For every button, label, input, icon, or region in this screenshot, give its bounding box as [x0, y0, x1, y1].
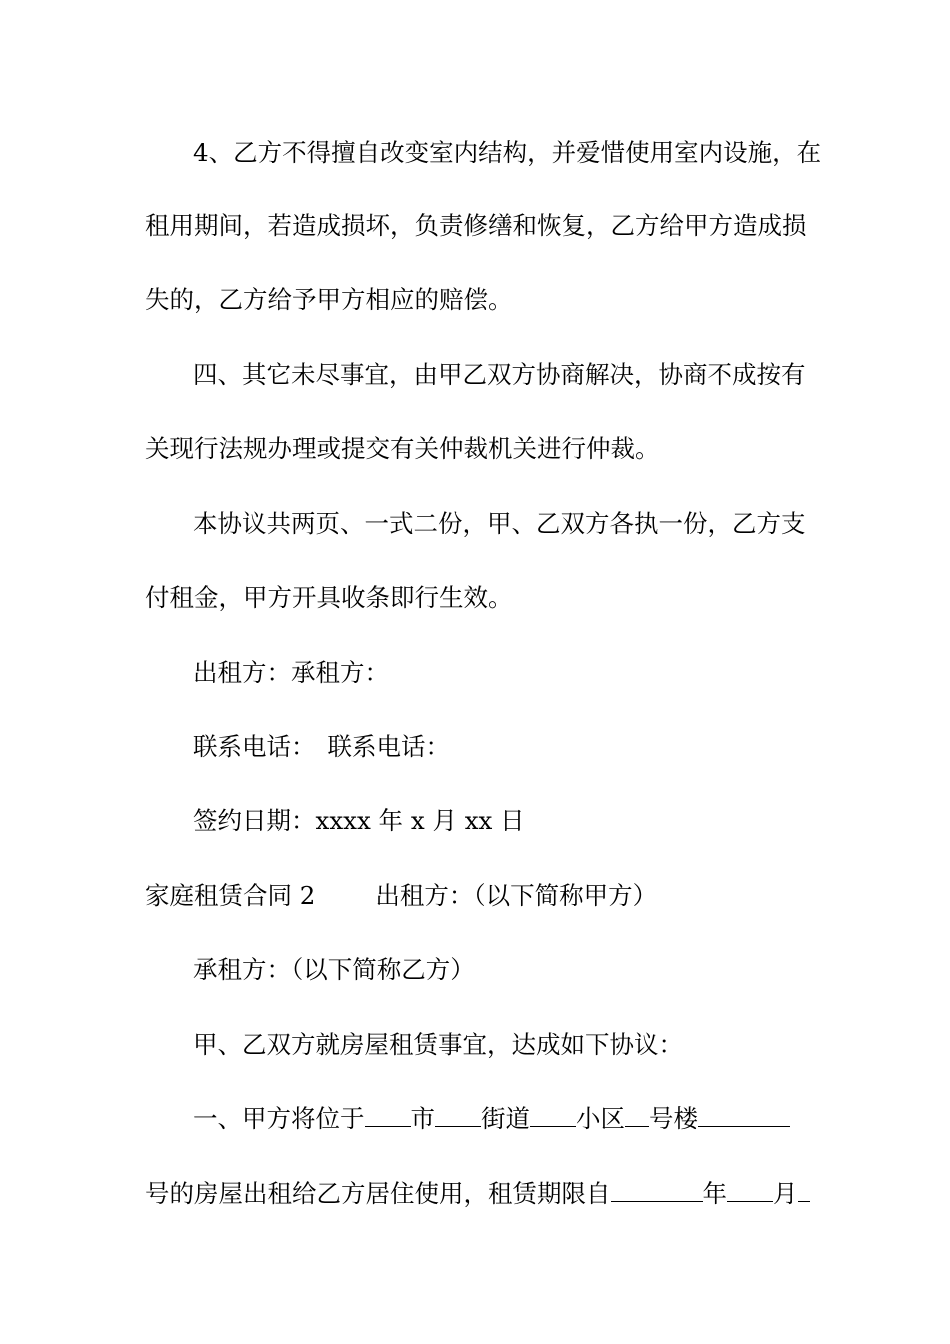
- clause-text: 号楼: [649, 1104, 698, 1133]
- clause-text: 一、甲方将位于: [193, 1104, 365, 1133]
- contact-phone-row: [193, 732, 450, 762]
- lessee-phone-label: 联系电话：: [327, 732, 450, 761]
- fill-blank[interactable]: [625, 1104, 649, 1127]
- fill-blank[interactable]: [798, 1179, 810, 1202]
- clause-text: 小区: [576, 1104, 625, 1133]
- lessor-phone-label: 联系电话：: [193, 732, 316, 761]
- signing-date: 签约日期：xxxx 年 x 月 xx 日: [193, 806, 525, 835]
- clause-text: 月: [773, 1179, 798, 1208]
- clause-text: 街道: [481, 1104, 530, 1133]
- contract-title: 家庭租赁合同 2: [145, 881, 316, 910]
- clause-text: 年: [702, 1179, 727, 1208]
- signature-parties: 出租方：承租方：: [193, 658, 389, 687]
- clause-text: 市: [410, 1104, 435, 1133]
- paragraph-line: 租用期间，若造成损坏，负责修缮和恢复，乙方给甲方造成损: [145, 211, 807, 240]
- lessor-line: 出租方：（以下简称甲方）: [375, 881, 658, 910]
- fill-blank[interactable]: [727, 1179, 773, 1202]
- paragraph-line: 付租金，甲方开具收条即行生效。: [145, 583, 513, 612]
- contract-header-row: [145, 881, 657, 911]
- lessee-line: 承租方：（以下简称乙方）: [193, 955, 475, 984]
- paragraph-line: 4、乙方不得擅自改变室内结构，并爱惜使用室内设施，在: [193, 138, 822, 167]
- paragraph-line: 失的，乙方给予甲方相应的赔偿。: [145, 285, 513, 314]
- paragraph-line: 关现行法规办理或提交有关仲裁机关进行仲裁。: [145, 434, 660, 463]
- fill-blank[interactable]: [530, 1104, 576, 1127]
- paragraph-line: 四、其它未尽事宜，由甲乙双方协商解决，协商不成按有: [193, 360, 806, 389]
- fill-blank[interactable]: [611, 1179, 703, 1202]
- clause-text: 号的房屋出租给乙方居住使用，租赁期限自: [145, 1179, 611, 1208]
- clause-one-line-1: [193, 1104, 790, 1134]
- agreement-intro: 甲、乙双方就房屋租赁事宜，达成如下协议：: [193, 1030, 683, 1059]
- fill-blank[interactable]: [698, 1104, 790, 1127]
- paragraph-line: 本协议共两页、一式二份，甲、乙双方各执一份，乙方支: [193, 509, 806, 538]
- fill-blank[interactable]: [435, 1104, 481, 1127]
- clause-one-line-2: [145, 1179, 810, 1209]
- fill-blank[interactable]: [365, 1104, 411, 1127]
